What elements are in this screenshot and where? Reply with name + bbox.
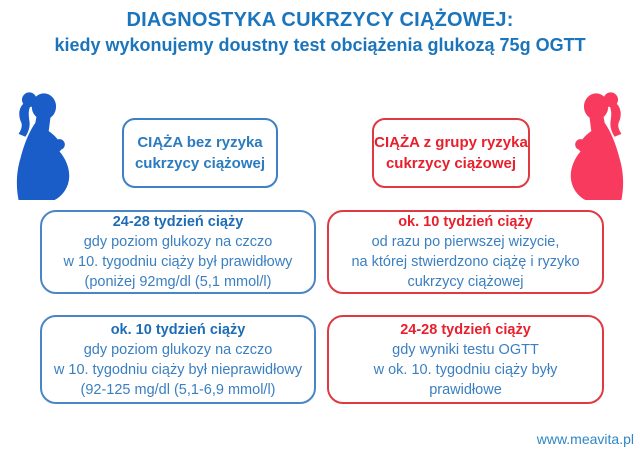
header-no-risk-line-1: CIĄŻA bez ryzyka (137, 134, 263, 151)
info-box-line: w ok. 10. tygodniu ciąży były (373, 361, 558, 378)
info-box-line: cukrzycy ciążowej (407, 274, 524, 290)
info-box-line: gdy poziom glukozy na czczo (83, 341, 273, 358)
info-box-line: prawidłowe (429, 381, 502, 398)
header-risk-group-line-2: cukrzycy ciążowej (385, 155, 517, 172)
info-box-line: (poniżej 92mg/dl (5,1 mmol/l) (84, 274, 272, 290)
header-no-risk-pregnancy (122, 118, 278, 188)
header-risk-group-line-1: CIĄŻA z grupy ryzyka (374, 134, 528, 151)
info-box-risk-10-weeks (327, 210, 604, 294)
info-box-heading: 24-28 tydzień ciąży (400, 321, 531, 338)
info-box-heading: ok. 10 tydzień ciąży (110, 321, 246, 338)
info-box-line: od razu po pierwszej wizycie, (371, 234, 560, 250)
info-box-line: (92-125 mg/dl (5,1-6,9 mmol/l) (80, 381, 276, 398)
header-no-risk-line-2: cukrzycy ciążowej (134, 155, 266, 172)
info-box-heading: ok. 10 tydzień ciąży (398, 214, 533, 230)
title-line-2: kiedy wykonujemy doustny test obciążenia glukozą 75g OGTT (54, 35, 586, 55)
info-box-line: gdy poziom glukozy na czczo (83, 234, 273, 250)
header-risk-group-pregnancy (372, 118, 530, 188)
info-box-risk-24-28-weeks (327, 315, 604, 404)
info-box-line: w 10. tygodniu ciąży był nieprawidłowy (53, 361, 303, 378)
info-box-line: gdy wyniki testu OGTT (392, 341, 539, 358)
info-box-no-risk-24-28-weeks (40, 210, 316, 294)
info-box-heading: 24-28 tydzień ciąży (112, 214, 244, 230)
pregnant-woman-icon (564, 90, 636, 202)
info-box-no-risk-10-weeks (40, 315, 316, 404)
info-box-line: w 10. tygodniu ciąży był prawidłowy (63, 254, 293, 270)
title-line-1: DIAGNOSTYKA CUKRZYCY CIĄŻOWEJ: (126, 9, 514, 31)
info-box-line: na której stwierdzono ciążę i ryzyko (351, 254, 580, 270)
pregnant-woman-icon (4, 90, 76, 202)
website-link[interactable]: www.meavita.pl (536, 431, 634, 447)
page-title (0, 8, 640, 57)
